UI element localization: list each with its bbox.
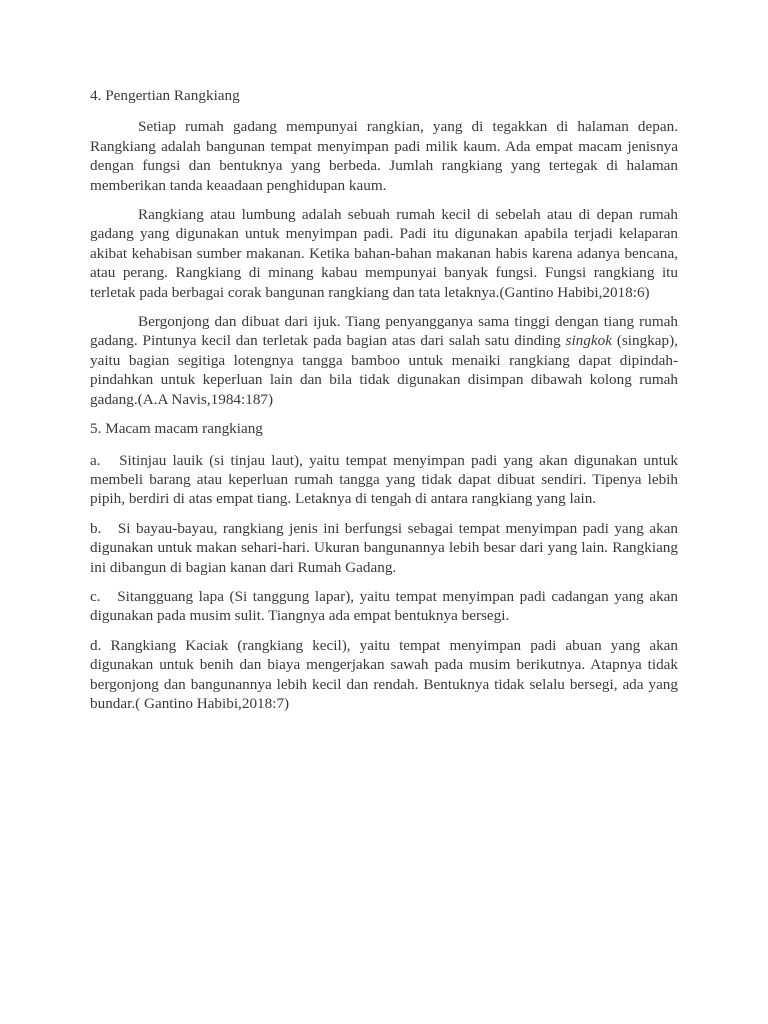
paragraph-3-italic-term: singkok	[565, 332, 612, 350]
section-5-heading: 5. Macam macam rangkiang	[90, 420, 263, 438]
section-4-heading: 4. Pengertian Rangkiang	[90, 87, 240, 104]
document-page	[90, 86, 682, 723]
paragraph-3-text-start: Bergonjong dan dibuat dari ijuk. Tiang penyangganya sama tinggi dengan tiang rumah gadang. Pintunya kecil dan terletak pada bagian atas dari salah satu dinding	[90, 313, 678, 350]
list-item-a: a. Sitinjau lauik (si tinjau laut), yaitu tempat menyimpan padi yang akan digunakan untuk membeli barang atau keperluan rumah tangga yang tidak dapat dibuat sendiri. Tipenya lebih pipih, berdiri di atas empat tiang. Letaknya di tengah di antara rangkiang yang lain.	[90, 451, 682, 508]
section-4-paragraph-3	[90, 312, 678, 409]
section-4-paragraph-1: Setiap rumah gadang mempunyai rangkian, yang di tegakkan di halaman depan. Rangkiang adalah bangunan tempat menyimpan padi milik kaum. Ada empat macam jenisnya dengan fungsi dan bentuknya yang berbeda. Jumlah rangkiang yang tertegak di halaman memberikan tanda keaadaan penghidupan kaum.	[90, 118, 678, 194]
paragraph-3-text-end: (singkap), yaitu bagian segitiga lotengnya tangga bamboo untuk menaiki rangkiang dapat dipindah-pindahkan untuk keperluan lain dan bila tidak digunakan disimpan dibawah kolong rumah gadang.(A.A Navis,1984:187)	[90, 332, 678, 408]
list-item-c: c. Sitangguang lapa (Si tanggung lapar), yaitu tempat menyimpan padi cadangan yang akan digunakan pada musim sulit. Tiangnya ada empat bentuknya bersegi.	[90, 587, 682, 625]
section-4-paragraph-2: Rangkiang atau lumbung adalah sebuah rumah kecil di sebelah atau di depan rumah gadang yang digunakan untuk menyimpan padi. Padi itu digunakan apabila terjadi kelaparan akibat kehabisan sumber makanan. Ketika bahan-bahan makanan habis karena adanya bencana, atau perang. Rangkiang di minang kabau mempunyai banyak fungsi. Fungsi rangkiang itu terletak pada berbagai corak bangunan rangkiang dan tata letaknya.(Gantino Habibi,2018:6)	[90, 206, 678, 301]
list-item-d: d. Rangkiang Kaciak (rangkiang kecil), yaitu tempat menyimpan padi abuan yang akan digunakan untuk benih dan biaya mengerjakan sawah pada musim berikutnya. Atapnya tidak bergonjong dan bangunannya lebih kecil dan rendah. Bentuknya tidak selalu bersegi, ada yang bundar.( Gantino Habibi,2018:7)	[90, 636, 682, 712]
list-item-b: b. Si bayau-bayau, rangkiang jenis ini berfungsi sebagai tempat menyimpan padi yang akan digunakan untuk makan sehari-hari. Ukuran bangunannya lebih besar dari yang lain. Rangkiang ini dibangun di bagian kanan dari Rumah Gadang.	[90, 519, 682, 576]
